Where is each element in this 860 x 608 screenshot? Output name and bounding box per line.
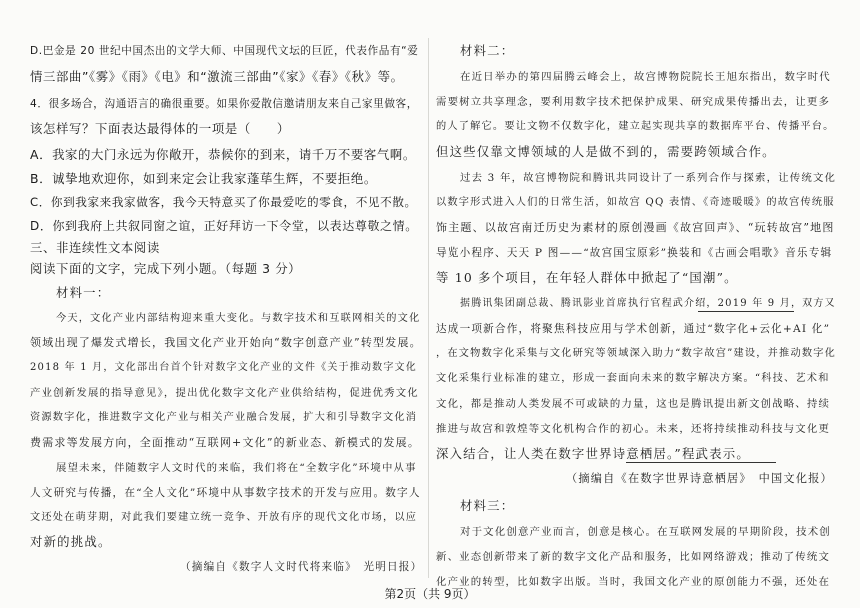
material-2-line: 深入结合，让人类在数字世界诗意栖居。”程武表示。	[436, 446, 750, 461]
material-1-line: 费需求等发展方向，全面推动“互联网+文化”的新业态、新模式的发展。	[30, 436, 421, 449]
material-2-line: 饰主题、以故宫南迁历史为素材的原创漫画《故宫回声》、“玩转故宫”地图	[436, 221, 835, 234]
material-3-line: 对于文化创意产业而言，创意是核心。在互联网发展的早期阶段，技术创	[460, 526, 831, 538]
material-2-line: 在近日举办的第四届腾云峰会上，故宫博物院院长王旭东指出，数字时代	[460, 71, 831, 83]
material-2-line: 文化，都是推动人类发展不可或缺的力量，这也是腾讯提出新文创战略、持续	[436, 398, 831, 410]
material-1-line: 文还处在萌芽期，对此我们要建立统一竞争、开放有序的现代文化市场，以应	[30, 512, 418, 523]
material-2-line: 过去 3 年，故宫博物院和腾讯共同设计了一系列合作与探索，让传统文化	[460, 172, 837, 184]
reading-instruction: 阅读下面的文字，完成下列小题。（每题 3 分）	[30, 261, 302, 276]
material-1-line: 产业创新发展的指导意见》，提出优化数字文化产业供给结构，促进优秀文化	[30, 387, 419, 399]
material-2-line: 等 10 多个项目，在年轻人群体中掀起了“国潮”。	[436, 270, 738, 285]
material-1-line: 人文研究与传播，在“全人文化”环境中从事数字技术的开发与应用。数字人	[30, 487, 421, 499]
material-1-label: 材料一：	[56, 285, 111, 300]
material-2-line: 据腾讯集团副总裁、腾讯影业首席执行官程武介绍，2019 年 9 月，双方又	[460, 298, 836, 309]
option-d-line-2: 情三部曲”《雾》《雨》《电》和“激流三部曲”《家》《春》《秋》等。	[30, 69, 404, 84]
material-2-line: 导览小程序、天天 P 图——“故宫国宝原彩”换装和《古画会唱歌》音乐专辑	[436, 247, 833, 259]
material-2-line: 以数字形式进入人们的日常生活，如故宫 QQ 表情、《奇迹暖暖》的故宫传统服	[436, 197, 835, 208]
material-2-line: 但这些仅靠文博领域的人是做不到的，需要跨领域合作。	[436, 144, 776, 159]
material-1-line: 2018 年 1 月，文化部出台首个针对数字文化产业的文件《关于推动数字文化	[30, 362, 417, 373]
pen-underline	[626, 462, 776, 463]
material-2-line: 需要树立共享理念，要利用数字技术把保护成果、研究成果传播出去，让更多	[436, 96, 831, 108]
material-3-line: 化产业的转型，比如数字出版。当时，我国文化产业的原创能力不强，还处在	[436, 576, 831, 588]
material-2-line: ，在文物数字化采集与文化研究等领域深入助力“数字故宫”建设，并推动数字化	[436, 348, 836, 359]
material-1-line: 资源数字化，推进数字文化产业与相关产业融合发展，扩大和引导数字文化消	[30, 412, 418, 423]
material-2-line: 文化采集行业标准的建立，形成一套面向未来的数字解决方案。“科技、艺术和	[436, 373, 830, 384]
question-4-option-d: D．你到我府上共叙同窗之谊，正好拜访一下令堂，以表达尊敬之情。	[30, 219, 418, 233]
column-divider	[428, 38, 429, 578]
option-d-line-1: D.巴金是 20 世纪中国杰出的文学大师、中国现代文坛的巨匠，代表作品有“爱	[30, 45, 419, 57]
material-2-line: 达成一项新合作，将聚焦科技应用与学术创新，通过“数字化+云化+AI 化”	[436, 323, 831, 335]
material-2-label: 材料二：	[460, 43, 515, 58]
material-1-line: 领域出现了爆发式增长，我国文化产业开始向“数字创意产业”转型发展。	[30, 336, 422, 349]
material-3-label: 材料三：	[460, 498, 515, 513]
question-4-option-a: A．我家的大门永远为你敞开，恭候你的到来，请千万不要客气啊。	[30, 147, 416, 162]
question-4-line-1: 4．很多场合，沟通语言的确很重要。如果你爱散信邀请朋友来自己家里做客，	[30, 98, 418, 110]
pen-underline	[698, 311, 794, 312]
material-2-source: （摘编自《在数字世界诗意栖居》 中国文化报）	[566, 472, 833, 485]
material-1-line: 今天，文化产业内部结构迎来重大变化。与数字技术和互联网相关的文化	[56, 313, 421, 324]
question-4-option-c: C．你到我家来我家做客，我今天特意买了你最爱吃的零食，不见不散。	[30, 195, 417, 209]
material-3-line: 新、业态创新带来了新的数字文化产品和服务，比如网络游戏；推动了传统文	[436, 551, 831, 563]
material-1-source: （摘编自《数字人文时代将来临》 光明日报）	[180, 561, 423, 573]
material-1-line: 展望未来，伴随数字人文时代的来临，我们将在“全数字化”环境中从事	[56, 462, 417, 474]
question-4-option-b: B．诚挚地欢迎你，如到来定会让我家蓬荜生辉，不要拒绝。	[30, 171, 377, 186]
material-1-line: 对新的挑战。	[30, 534, 112, 549]
question-4-line-2: 该怎样写？下面表达最得体的一项是（ ）	[30, 121, 290, 136]
material-2-line: 推进与故宫和敦煌等文化机构合作的初心。未来，还将持续推动科技与文化更	[436, 423, 831, 435]
material-2-line: 的人了解它。要让文物不仅数字化，建立起实现共享的数据库平台、传播平台。	[436, 121, 835, 132]
page-footer: 第2页（共 9页）	[384, 587, 476, 601]
section-3-heading: 三、非连续性文本阅读	[30, 240, 160, 255]
